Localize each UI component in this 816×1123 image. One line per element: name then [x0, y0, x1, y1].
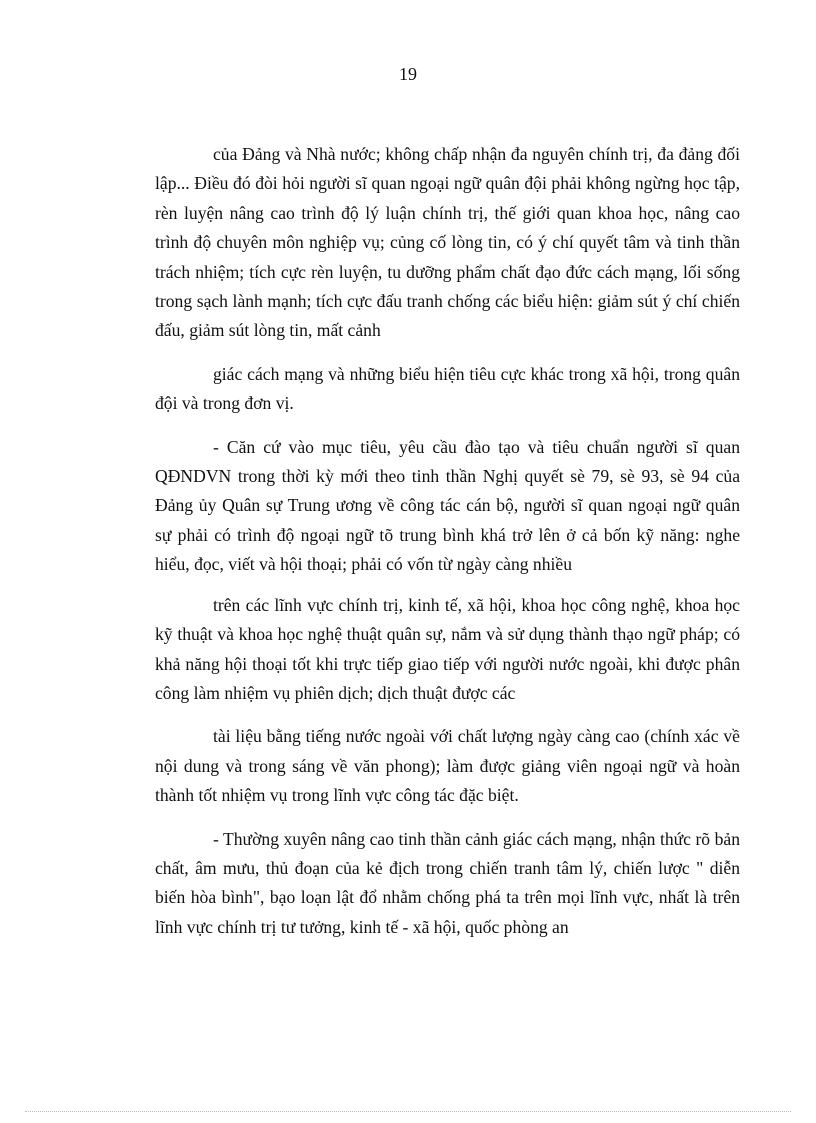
paragraph-3: - Căn cứ vào mục tiêu, yêu cầu đào tạo và tiêu chuẩn người sĩ quan QĐNDVN trong thời kỳ mới theo tinh thần Nghị quyết sè 79, sè 93, sè 94 của Đảng ủy Quân sự Trung ương về công tác cán bộ, người sĩ quan ngoại ngữ quân sự phải có trình độ ngoại ngữ tõ trung bình khá trở lên ở cả bốn kỹ năng: nghe hiểu, đọc, viết và hội thoại; phải có vốn từ ngày càng nhiều — [155, 436, 740, 575]
paragraph-2: giác cách mạng và những biểu hiện tiêu cực khác trong xã hội, trong quân đội và trong đơn vị. — [155, 363, 740, 414]
paragraph-4: trên các lĩnh vực chính trị, kinh tế, xã hội, khoa học công nghệ, khoa học kỹ thuật và khoa học nghệ thuật quân sự, nắm và sử dụng thành thạo ngữ pháp; có khả năng hội thoại tốt khi trực tiếp giao tiếp với người nước ngoài, khi được phân công làm nhiệm vụ phiên dịch; dịch thuật được các — [155, 594, 740, 703]
body-text — [155, 140, 740, 942]
page-bottom-border — [25, 1111, 791, 1112]
paragraph-5: tài liệu bằng tiếng nước ngoài với chất lượng ngày càng cao (chính xác về nội dung và trong sáng về văn phong); làm được giảng viên ngoại ngữ và hoàn thành tốt nhiệm vụ trong lĩnh vực công tác đặc biệt. — [155, 726, 740, 806]
page-number: 19 — [399, 64, 417, 84]
paragraph-6: - Thường xuyên nâng cao tinh thần cảnh giác cách mạng, nhận thức rõ bản chất, âm mưu, thủ đoạn của kẻ địch trong chiến tranh tâm lý, chiến lược " diễn biến hòa bình", bạo loạn lật đổ nhằm chống phá ta trên mọi lĩnh vực, nhất là trên lĩnh vực chính trị tư tưởng, kinh tế - xã hội, quốc phòng an — [155, 828, 740, 937]
paragraph-1: của Đảng và Nhà nước; không chấp nhận đa nguyên chính trị, đa đảng đối lập... Điều đó đòi hỏi người sĩ quan ngoại ngữ quân đội phải không ngừng học tập, rèn luyện nâng cao trình độ lý luận chính trị, thế giới quan khoa học, nâng cao trình độ chuyên môn nghiệp vụ; củng cố lòng tin, có ý chí quyết tâm và tinh thần trách nhiệm; tích cực rèn luyện, tu dưỡng phẩm chất đạo đức cách mạng, lối sống trong sạch lành mạnh; tích cực đấu tranh chống các biểu hiện: giảm sút ý chí chiến đấu, giảm sút lòng tin, mất cảnh — [155, 144, 740, 341]
